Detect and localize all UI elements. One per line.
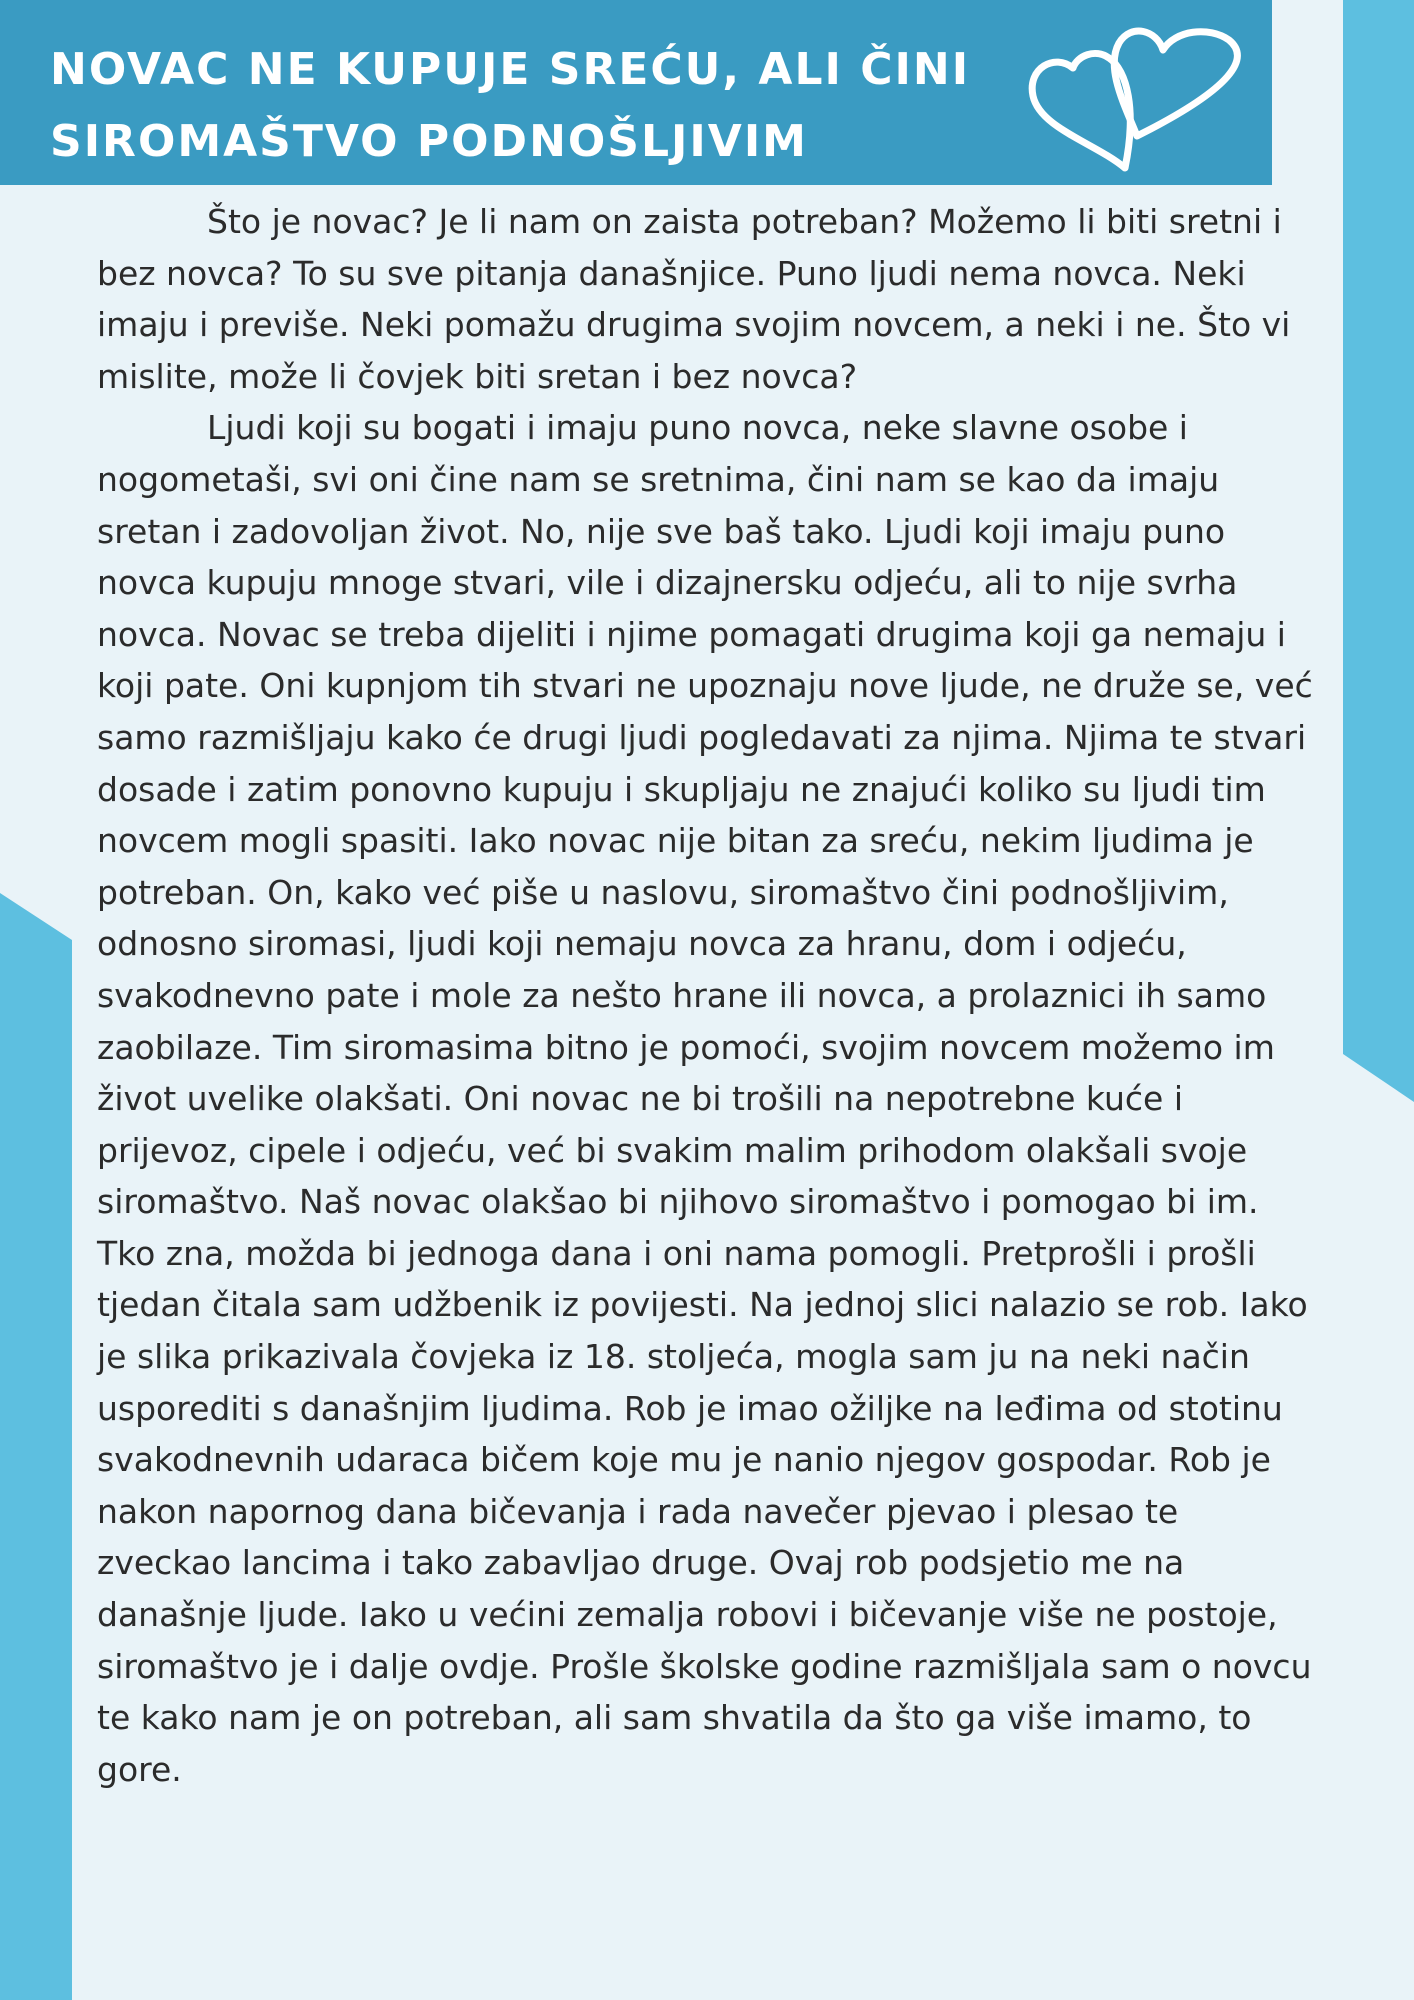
article-body <box>97 196 1322 1795</box>
title-banner <box>0 0 1272 185</box>
decorative-right-stripe <box>1343 0 1414 1102</box>
article-paragraph: Ljudi koji su bogati i imaju puno novca, neke slavne osobe i nogometaši, svi oni čine nam se sretnima, čini nam se kao da imaju sretan i zadovoljan život. No, nije sve baš tako. Ljudi koji imaju puno novca kupuju mnoge stvari, vile i dizajnersku odjeću, ali to nije svrha novca. Novac se treba dijeliti i njime pomagati drugima koji ga nemaju i koji pate. Oni kupnjom tih stvari ne upoznaju nove ljude, ne druže se, već samo razmišljaju kako će drugi ljudi pogledavati za njima. Njima te stvari dosade i zatim ponovno kupuju i skupljaju ne znajući koliko su ljudi tim novcem mogli spasiti. Iako novac nije bitan za sreću, nekim ljudima je potreban. On, kako već piše u naslovu, siromaštvo čini podnošljivim, odnosno siromasi, ljudi koji nemaju novca za hranu, dom i odjeću, svakodnevno pate i mole za nešto hrane ili novca, a prolaznici ih samo zaobilaze. Tim siromasima bitno je pomoći, svojim novcem možemo im život uvelike olakšati. Oni novac ne bi trošili na nepotrebne kuće i prijevoz, cipele i odjeću, već bi svakim malim prihodom olakšali svoje siromaštvo. Naš novac olakšao bi njihovo siromaštvo i pomogao bi im. Tko zna, možda bi jednoga dana i oni nama pomogli. Pretprošli i prošli tjedan čitala sam udžbenik iz povijesti. Na jednoj slici nalazio se rob. Iako je slika prikazivala čovjeka iz 18. stoljeća, mogla sam ju na neki način usporediti s današnjim ljudima. Rob je imao ožiljke na leđima od stotinu svakodnevnih udaraca bičem koje mu je nanio njegov gospodar. Rob je nakon napornog dana bičevanja i rada navečer pjevao i plesao te zveckao lancima i tako zabavljao druge. Ovaj rob podsjetio me na današnje ljude. Iako u većini zemalja robovi i bičevanje više ne postoje, siromaštvo je i dalje ovdje. Prošle školske godine razmišljala sam o novcu te kako nam je on potreban, ali sam shvatila da što ga više imamo, to gore. <box>97 408 1313 1789</box>
two-hearts-icon <box>1025 18 1245 180</box>
page-title: NOVAC NE KUPUJE SREĆU, ALI ČINI SIROMAŠTVO PODNOŠLJIVIM <box>50 44 971 167</box>
decorative-left-stripe <box>0 893 72 2000</box>
article-paragraph: Što je novac? Je li nam on zaista potreban? Možemo li biti sretni i bez novca? To su sve pitanja današnjice. Puno ljudi nema novca. Neki imaju i previše. Neki pomažu drugima svojim novcem, a neki i ne. Što vi mislite, može li čovjek biti sretan i bez novca? <box>97 202 1291 396</box>
